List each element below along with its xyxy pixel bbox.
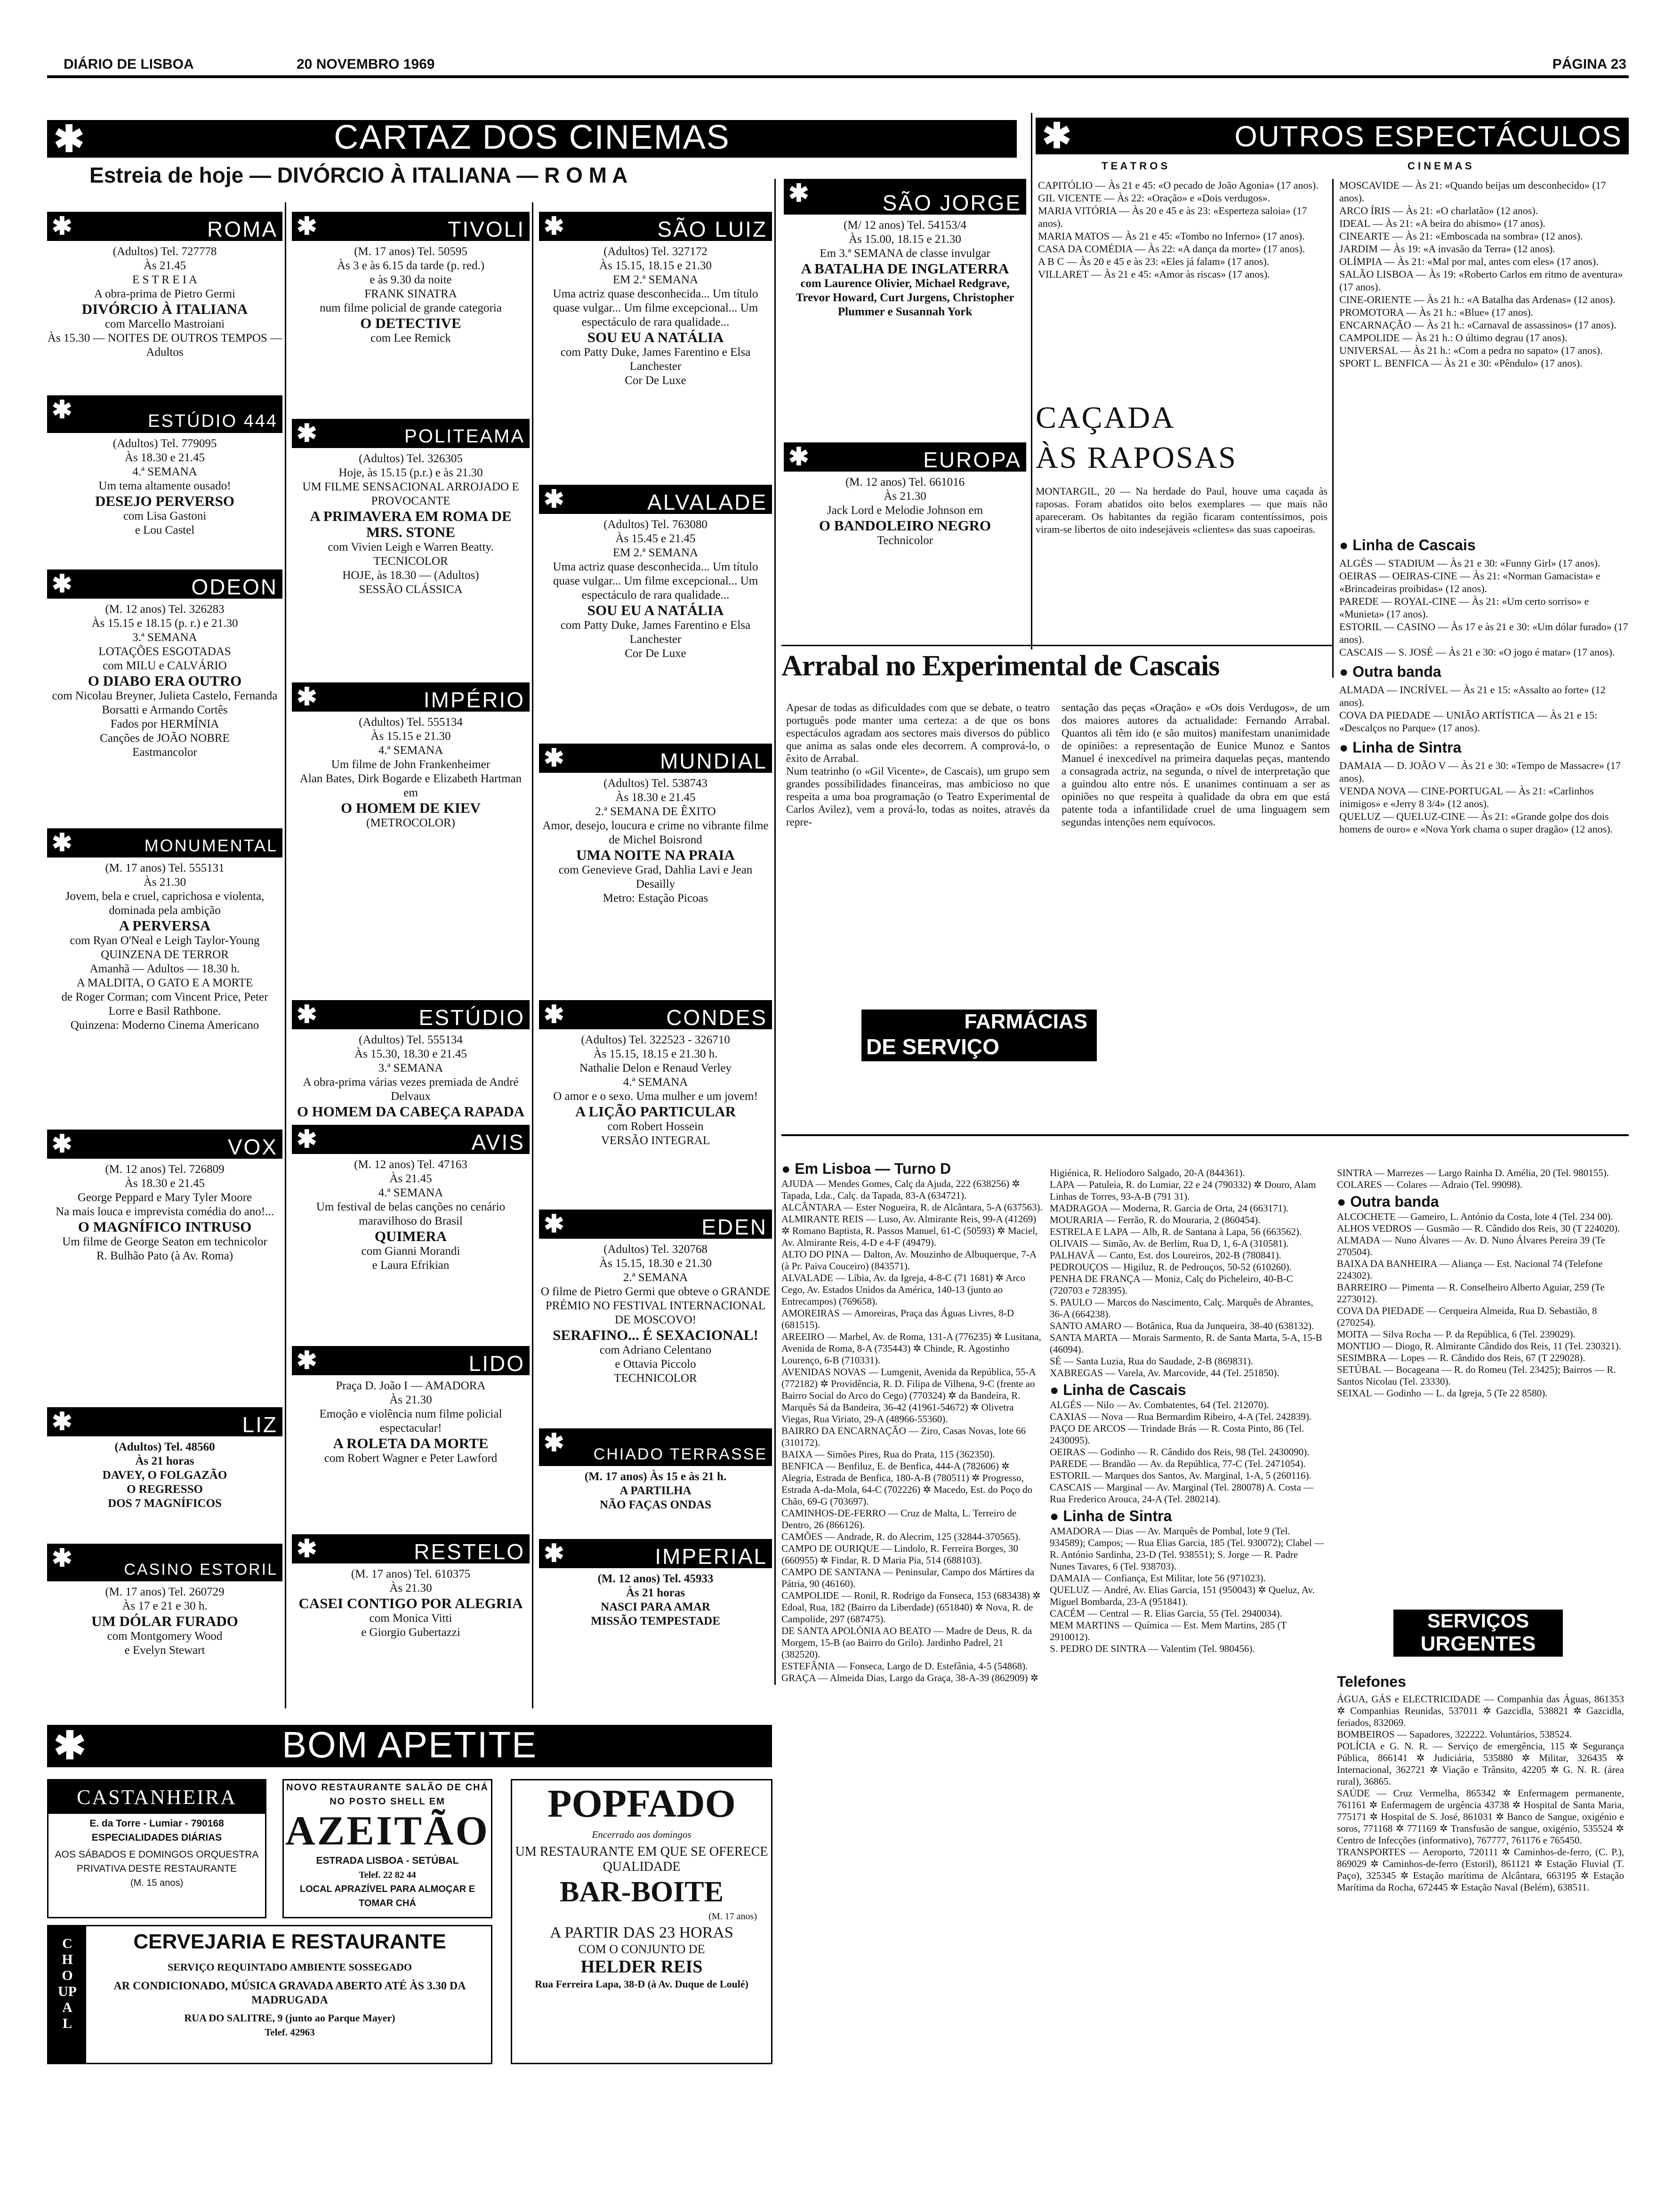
azeitao-name: AZEITÃO — [285, 1808, 490, 1854]
azeitao-tagline: LOCAL APRAZÍVEL PARA ALMOÇAR E TOMAR CHÁ — [299, 1884, 475, 1908]
cinema-name-bar — [539, 485, 772, 514]
lisboa-listing-2: Higiénica, R. Heliodoro Salgado, 20-A (844361). LAPA — Patuleia, R. do Lumiar, 22 e 24 (790332) ✲ Douro, Alam Linhas de Torres, 93-A-B (791 31). MADRAGOA — Moderna, R. Garcia de Orta, 24 (663171). MOURARIA — Ferrão, R. do Mouraria, 2 (860454). ESTRELA E LAPA — Alb, R. de Santana à Lapa, 56 (663562). OLIVAIS — Simão, Av. de Berlim, Rua D, 1, 6-A (310581). PALHAVÃ — Canto, Est. dos Loureiros, 202-B (780841). PEDROUÇOS — Higiluz, R. de Pedrouços, 50-52 (610260). PENHA DE FRANÇA — Moniz, Calç do Picheleiro, 40-B-C (720703 e 728395). S. PAULO — Marcos do Nascimento, Calç. Marquês de Abrantes, 36-A (664238). SANTO AMARO — Botânica, Rua da Junqueira, 38-40 (638132). SANTA MARTA — Morais Sarmento, R. de Santa Marta, 5-A, 15-B (46094). SÉ — Santa Luzia, Rua do Saudade, 2-B (869831). XABREGAS — Varela, Av. Marcovide, 44 (Tel. 251850). — [1050, 1167, 1322, 1378]
cinema-details: (M. 17 anos) Tel. 260729 Às 17 e 21 e 30 h. — [105, 1586, 225, 1612]
farm-cascais-listing: ALGÉS — Nilo — Av. Combatentes, 64 (Tel. 212070). CAXIAS — Nova — Rua Bermardim Ribeiro, 4-A (Tel. 242839). PAÇO DE ARCOS — Trindade Brás — R. Costa Pinto, 86 (Tel. 2430095). OEIRAS — Godinho — R. Cândido dos Reis, 98 (Tel. 2430090). PAREDE — Brandão — Av. da República, 77-C (Tel. 2471054). ESTORIL — Marques dos Santos, Av. Marginal, 1-A, 5 (260116). CASCAIS — Marginal — Av. Marginal (Tel. 280078) A. Costa — Rua Frederico Arouca, 24-A (Tel. 280214). — [1050, 1399, 1314, 1505]
cinema-cast: (METROCOLOR) — [366, 817, 455, 829]
popfado-with: COM O CONJUNTO DE — [578, 1942, 705, 1956]
cinema-name: EDEN — [701, 1215, 767, 1239]
film-title: UMA NOITE NA PRAIA — [576, 847, 735, 863]
cascais-title: ● Linha de Cascais — [1339, 537, 1476, 553]
film-title: O MAGNÍFICO INTRUSO — [78, 1218, 252, 1235]
film-title: SERAFINO... É SEXACIONAL! — [553, 1327, 758, 1343]
cinema-name: SÃO LUIZ — [657, 217, 767, 241]
cinema-cast: com Montgomery Wood e Evelyn Stewart — [107, 1630, 223, 1657]
asterisk-icon: ✱ — [544, 745, 564, 772]
farmacias-col-1 — [781, 1158, 1043, 1684]
premiere-line: Estreia de hoje — DIVÓRCIO À ITALIANA — R O M A — [89, 163, 628, 187]
farmacias-title: FARMÁCIAS — [964, 1010, 1087, 1033]
asterisk-icon: ✱ — [544, 1540, 564, 1567]
cinema-name: IMPERIAL — [655, 1544, 767, 1569]
asterisk-icon: ✱ — [52, 1408, 72, 1435]
cinema-details: (M. 12 anos) Tel. 45933 Às 21 horas NASCI PARA AMAR MISSÃO TEMPESTADE — [591, 1572, 720, 1627]
film-title: O HOMEM DA CABEÇA RAPADA — [297, 1103, 525, 1120]
asterisk-icon: ✱ — [297, 1001, 317, 1028]
asterisk-icon: ✱ — [52, 1545, 72, 1572]
asterisk-icon: ✱ — [788, 443, 809, 471]
cinema-name-bar — [47, 1544, 282, 1581]
cinema-details: (M. 17 anos) Tel. 610375 Às 21.30 — [351, 1568, 471, 1595]
column-rule — [774, 179, 776, 1685]
cinema-sao-luiz — [539, 212, 772, 388]
cinema-cast: com Patty Duke, James Farentino e Elsa Lanchester Cor De Luxe — [560, 346, 751, 387]
cinema-details: (M. 17 anos) Tel. 555131 Às 21.30 Jovem, bela e cruel, caprichosa e violenta, dominada pela ambição — [65, 862, 265, 917]
cinema-politeama — [292, 419, 530, 597]
farmacias-col-2 — [1050, 1167, 1325, 1655]
cinema-cast: com Monica Vitti e Giorgio Gubertazzi — [361, 1612, 460, 1639]
cinema-cast: com Gianni Morandi e Laura Efrikian — [361, 1245, 460, 1272]
cinema-restelo — [292, 1534, 530, 1640]
asterisk-icon: ✱ — [54, 120, 85, 158]
popfado-address: Rua Ferreira Lapa, 38-D (à Av. Duque de Loulé) — [535, 1978, 748, 1990]
choupal-body — [93, 1930, 486, 2039]
choupal-phone: Telef. 42963 — [265, 2027, 315, 2038]
cinema-name: CHIADO TERRASSE — [593, 1445, 767, 1463]
cinema-cast: com Robert Wagner e Peter Lawford — [324, 1452, 498, 1465]
asterisk-icon: ✱ — [297, 1535, 317, 1563]
servicos-title: SERVIÇOS — [1427, 1610, 1529, 1632]
cinema-sao-jorge — [784, 179, 1026, 319]
bom-apetite-title: BOM APETITE — [282, 1725, 538, 1765]
asterisk-icon: ✱ — [544, 1001, 564, 1028]
cinema-details: (M. 12 anos) Tel. 326283 Às 15.15 e 18.15 (p. r.) e 21.30 3.ª SEMANA LOTAÇÕES ESGOTADAS com MILU e CALVÁRIO — [91, 603, 238, 672]
cinema-name-bar — [47, 1130, 282, 1159]
cinema-details: (Adultos) Tel. 727778 Às 21.45 E S T R E I A A obra-prima de Pietro Germi — [94, 245, 235, 300]
ad-choupal — [47, 1925, 492, 2064]
cinema-details: (Adultos) Tel. 322523 - 326710 Às 15.15, 18.15 e 21.30 h. Nathalie Delon e Renaud Verley 4.ª SEMANA O amor e o sexo. Uma mulher e um jovem! — [553, 1034, 758, 1103]
cinema-details: (M/ 12 anos) Tel. 54153/4 Às 15.00, 18.15 e 21.30 Em 3.ª SEMANA de classe invulgar — [820, 219, 990, 260]
cinema-name: POLITEAMA — [404, 426, 525, 447]
film-title: O BANDOLEIRO NEGRO — [819, 517, 991, 534]
azeitao-phone: Telef. 22 82 44 — [359, 1870, 416, 1880]
cinema-name-bar — [292, 1346, 530, 1375]
cinema-name: AVIS — [471, 1130, 525, 1154]
film-title: UM DÓLAR FURADO — [91, 1613, 238, 1629]
asterisk-icon: ✱ — [52, 1130, 72, 1158]
cinema-name-bar — [47, 212, 282, 241]
cinemas-listing: MOSCAVIDE — Às 21: «Quando beijas um desconhecido» (17 anos). ARCO ÍRIS — Às 21: «O charlatão» (12 anos). IDEAL — Às 21: «A beira do abismo» (17 anos). CINEARTE — Às 21: «Emboscada na sombra» (12 anos). JARDIM — Às 19: «A invasão da Terra» (12 anos). OLÍMPIA — Às 21: «Mal por mal, antes com eles» (17 anos). SALÃO LISBOA — Às 19: «Roberto Carlos em ritmo de aventura» (17 anos). CINE-ORIENTE — Às 21 h.: «A Batalha das Ardenas» (12 anos). PROMOTORA — Às 21 h.: «Blue» (17 anos). ENCARNAÇÃO — Às 21 h.: «Carnaval de assassinos» (17 anos). CAMPOLIDE — Às 21 h.: O último degrau (17 anos). UNIVERSAL — Às 21 h.: «Com a pedra no sapato» (17 anos). SPORT L. BENFICA — Às 21 e 30: «Pêndulo» (17 anos). — [1339, 179, 1623, 369]
cinema-cast: com Nicolau Breyner, Julieta Castelo, Fernanda Borsatti e Armando Cortês Fados por HERMÍNIA Canções de JOÃO NOBRE Eastmancolor — [52, 689, 278, 759]
cinema-name-bar — [47, 395, 282, 433]
film-title: SOU EU A NATÁLIA — [587, 329, 724, 345]
cinema-liz — [47, 1407, 282, 1511]
cinema-condes — [539, 1000, 772, 1148]
lisboa-title: ● Em Lisboa — Turno D — [781, 1160, 951, 1177]
outros-title: OUTROS ESPECTÁCULOS — [1234, 120, 1622, 153]
cinema-casino-estoril — [47, 1544, 282, 1658]
cinema-alvalade — [539, 485, 772, 661]
asterisk-icon: ✱ — [52, 396, 72, 424]
farm-cascais-title: ● Linha de Cascais — [1050, 1381, 1186, 1398]
cinema-chiado-terrasse — [539, 1428, 772, 1512]
cinema-vox — [47, 1130, 282, 1263]
cinema-details: (Adultos) Tel. 555134 Às 15.30, 18.30 e 21.45 3.ª SEMANA A obra-prima várias vezes premiada de André Delvaux — [303, 1034, 519, 1103]
cinema-name: IMPÉRIO — [423, 688, 525, 712]
servicos-banner — [1393, 1610, 1563, 1657]
cinema-name: VOX — [227, 1135, 278, 1159]
teatros-heading: T E A T R O S — [1102, 160, 1168, 172]
film-title: A ROLETA DA MORTE — [333, 1435, 489, 1451]
cinema-mundial — [539, 744, 772, 906]
cinema-roma — [47, 212, 282, 360]
cinema-details: (Adultos) Tel. 320768 Às 15.15, 18.30 e 21.30 2.ª SEMANA O filme de Pietro Germi que obteve o GRANDE PRÉMIO NO FESTIVAL INTERNACIONAL DE MOSCOVO! — [540, 1243, 771, 1326]
sintra-listing-2: SINTRA — Marrezes — Largo Rainha D. Amélia, 20 (Tel. 980155). COLARES — Colares — Adraio (Tel. 99098). — [1337, 1167, 1609, 1190]
cinema-cast: com Ryan O'Neal e Leigh Taylor-Young QUINZENA DE TERROR Amanhã — Adultos — 18.30 h. A MALDITA, O GATO E A MORTE de Roger Corman; com Vincent Price, Peter Lorre e Basil Rathbone. Quinzena: Moderno Cinema Americano — [61, 934, 268, 1032]
popfado-hours: A PARTIR DAS 23 HORAS — [550, 1924, 733, 1941]
sintra-listing: DAMAIA — D. JOÃO V — Às 21 e 30: «Tempo de Massacre» (17 anos). VENDA NOVA — CINE-PORTUGAL — Às 21: «Carlinhos inimigos» e «Jerry 8 3/4» (12 anos). QUELUZ — QUELUZ-CINE — Às 21: «Grande golpe dos dois homens de ouro» e «Nova York chama o super dragão» (12 anos). — [1339, 760, 1621, 835]
cinema-eden — [539, 1210, 772, 1386]
cartaz-title: CARTAZ DOS CINEMAS — [334, 120, 730, 156]
teatros-listing: CAPITÓLIO — Às 21 e 45: «O pecado de João Agonia» (17 anos). GIL VICENTE — Às 22: «Oração» e «Dois verdugos». MARIA VITÓRIA — Às 20 e 45 e às 23: «Esperteza saloia» (17 anos). MARIA MATOS — Às 21 e 45: «Tombo no Inferno» (17 anos). CASA DA COMÉDIA — Às 22: «A dança da morte» (17 anos). A B C — Às 20 e 45 e às 23: «Eles já falam» (17 anos). VILLARET — Às 21 e 45: «Amor às riscas» (17 anos). — [1038, 179, 1319, 280]
cartaz-banner — [47, 120, 1017, 158]
cinema-name-bar — [539, 744, 772, 773]
cinema-name-bar — [47, 828, 282, 858]
cinema-details: (M. 12 anos) Tel. 726809 Às 18.30 e 21.45 George Peppard e Mary Tyler Moore Na mais louca e imprevista comédia do ano!... — [56, 1163, 274, 1218]
cacada-title: CAÇADA — [1036, 401, 1175, 435]
asterisk-icon: ✱ — [297, 1126, 317, 1153]
cinema-cast: Technicolor — [877, 534, 933, 547]
cinema-name-bar — [47, 1407, 282, 1436]
cinema-details: (Adultos) Tel. 48560 Às 21 horas DAVEY, O FOLGAZÃO O REGRESSO DOS 7 MAGNÍFICOS — [102, 1441, 227, 1510]
castanheira-logo: CASTANHEIRA — [48, 1780, 265, 1814]
cinema-cast: com Patty Duke, James Farentino e Elsa Lanchester Cor De Luxe — [560, 619, 751, 660]
servicos-listing: ÁGUA, GÁS e ELECTRICIDADE — Companhia das Águas, 861353 ✲ Companhias Reunidas, 537011 ✲ Gazcidla, 538821 ✲ Gazcidla, feriados, 832069. BOMBEIROS — Sapadores, 322222. Voluntários, 538524. POLÍCIA e G. N. R. — Serviço de emergência, 115 ✲ Segurança Pública, 866141 ✲ Judiciária, 535880 ✲ Militar, 326435 ✲ Internacional, 362721 ✲ Viação e Trânsito, 42205 ✲ G. N. R. (área rural), 36865. SAÚDE — Cruz Vermelha, 865342 ✲ Enfermagem permanente, 761161 ✲ Enfermagem de urgência 43738 ✲ Hospital de Santa Maria, 775171 ✲ Hospital de S. José, 861031 ✲ Banco de Sangue, oxigénio e soros, 771168 ✲ 771169 ✲ Transfusão de sangue, oxigénio, 535524 ✲ Centro de Infecções (informativo), 767777, 761176 e 765450. TRANSPORTES — Aeroporto, 720111 ✲ Caminhos-de-ferro, (C. P.), 869029 ✲ Caminhos-de-ferro (Estoril), 861121 ✲ Estação Fluvial (T. Paço), 325345 ✲ Estação marítima de Alcântara, 663195 ✲ Estação Marítima da Rocha, 672445 ✲ Estação Naval (Belém), 638511. — [1337, 1693, 1624, 1893]
cinema-name-bar — [292, 682, 530, 712]
article-rule — [781, 645, 1332, 646]
cinema-cast: com Vivien Leigh e Warren Beatty. TECNICOLOR HOJE, às 18.30 — (Adultos) SESSÃO CLÁSSICA — [328, 541, 494, 596]
cinema-details: (Adultos) Tel. 538743 Às 18.30 e 21.45 2.ª SEMANA DE ÊXITO Amor, desejo, loucura e crime no vibrante filme de Michel Boisrond — [542, 777, 769, 846]
cinema-name: RESTELO — [414, 1539, 525, 1564]
cinema-name: ODEON — [191, 575, 278, 599]
film-title: A PERVERSA — [119, 917, 211, 934]
outra-banda-listing: ALMADA — INCRÍVEL — Às 21 e 15: «Assalto ao forte» (12 anos). COVA DA PIEDADE — UNIÃO ARTÍSTICA — Às 21 e 15: «Descalços no Parque» (17 anos). — [1339, 684, 1606, 734]
cinema-regions — [1339, 532, 1629, 835]
film-title: A PRIMAVERA EM ROMA DE MRS. STONE — [310, 508, 512, 540]
ad-azeitao — [282, 1779, 492, 1918]
lisboa-listing: AJUDA — Mendes Gomes, Calç da Ajuda, 222 (638256) ✲ Tapada, Lda., Calç. da Tapada, 83-A (634721). ALCÂNTARA — Ester Nogueira, R. de Alcântara, 5-A (637563). ALMIRANTE REIS — Luso, Av. Almirante Reis, 99-A (41269) ✲ Romano Baptista, R. Passos Manuel, 61-C (50593) ✲ Maciel, Av. Almirante Reis, 4-D e 4-F (49479). ALTO DO PINA — Dalton, Av. Mouzinho de Albuquerque, 7-A (à Pr. Paiva Couceiro) (843571). ALVALADE — Líbia, Av. da Igreja, 4-8-C (71 1681) ✲ Arco Cego, Av. Estados Unidos da América, 140-13 (junto ao Entrecampos) (769658). AMOREIRAS — Amoreiras, Praça das Águas Livres, 8-D (681515). AREEIRO — Marbel, Av. de Roma, 131-A (776235) ✲ Lusitana, Avenida de Roma, 8-A (735443) ✲ Chinde, R. Agostinho Lourenço, 6-B (710331). AVENIDAS NOVAS — Lumgenit, Avenida da República, 55-A (772182) ✲ Providência, R. D. Filipa de Vilhena, 9-C (frente ao Bairro Social do Arco do Cego) (770324) ✲ da Bandeira, R. Marquês Sá da Bandeira, 36-42 (41961-54672) ✲ Olivetra Viegas, Rua Viriato, 29-A (48966-55360). BAIRRO DA ENCARNAÇÃO — Ziro, Casas Novas, lote 66 (310172). BAIXA — Simões Pires, Rua do Prata, 115 (362350). BENFICA — Benfiluz, E. de Benfica, 444-A (782606) ✲ Alegria, Estrada de Benfica, 180-A-B (780511) ✲ Progresso, Estrada A-da-Mola, 64-C (702226) ✲ Macedo, Est. do Poço do Chão, 69-G (703697). CAMINHOS-DE-FERRO — Cruz de Malta, L. Terreiro de Dentro, 26 (866126). CAMÕES — Andrade, R. do Alecrim, 125 (32844-370565). CAMPO DE OURIQUE — Lindolo, R. Ferreira Borges, 30 (660955) ✲ Findar, R. D Maria Pia, 514 (688103). CAMPO DE SANTANA — Peninsular, Campo dos Mártires da Pátria, 90 (46160). CAMPOLIDE — Ronil, R. Rodrigo da Fonseca, 153 (683438) ✲ Edoal, Rua, 182 (Bairro da Liberdade) (651840) ✲ Nova, R. de Campolide, 297 (687475). DE SANTA APOLÓNIA AO BEATO — Madre de Deus, R. da Morgem, 15-B (ao Bairro do Grilo). Jardinho Padrel, 21 (382520). ESTEFÂNIA — Fonseca, Largo de D. Estefânia, 4-5 (54868). GRAÇA — Almeida Dias, Largo da Graça, 38-A-39 (862909) ✲ — [781, 1178, 1043, 1683]
column-rule — [532, 202, 533, 1708]
cinema-details: (M. 17 anos) Às 15 e às 21 h. A PARTILHA NÃO FAÇAS ONDAS — [584, 1470, 727, 1511]
cinema-details: (Adultos) Tel. 327172 Às 15.15, 18.15 e 21.30 EM 2.ª SEMANA Uma actriz quase desconhecida... Um título quase vulgar... Um filme excepcional... Um espectáculo de rara qualidade... — [553, 245, 758, 329]
header-rule — [47, 75, 1629, 78]
cinema-name: MONUMENTAL — [144, 836, 278, 855]
column-rule — [1031, 113, 1032, 649]
asterisk-icon: ✱ — [544, 486, 564, 513]
farmacias-title-2: DE SERVIÇO — [866, 1034, 999, 1059]
azeitao-road: ESTRADA LISBOA - SETÚBAL — [316, 1855, 459, 1866]
cinema-estudio-444 — [47, 395, 282, 537]
outros-banner — [1036, 118, 1629, 154]
cinema-name: ESTÚDIO 444 — [148, 411, 278, 431]
arrabal-title: Arrabal no Experimental de Cascais — [781, 650, 1220, 682]
cinema-name-bar — [292, 212, 530, 241]
cinema-details: (M. 17 anos) Tel. 50595 Às 3 e às 6.15 da tarde (p. red.) e às 9.30 da noite FRANK SINATRA num filme policial de grande categoria — [320, 245, 502, 314]
cinema-cast: com Lee Remick — [370, 332, 451, 345]
cinema-tivoli — [292, 212, 530, 345]
film-title: SOU EU A NATÁLIA — [587, 602, 724, 618]
cinema-name-bar — [292, 1534, 530, 1563]
film-title: A LIÇÃO PARTICULAR — [575, 1103, 736, 1120]
choupal-service: SERVIÇO REQUINTADO AMBIENTE SOSSEGADO — [168, 1961, 412, 1973]
cinema-lido — [292, 1346, 530, 1466]
ad-castanheira — [47, 1779, 266, 1918]
popfado-closed: Encerrado aos domingos — [592, 1829, 692, 1840]
sintra-title: ● Linha de Sintra — [1339, 739, 1462, 756]
cinema-name-bar — [292, 419, 530, 448]
cinema-name-bar — [539, 212, 772, 241]
popfado-age: (M. 17 anos) — [708, 1911, 757, 1922]
bom-apetite-banner — [47, 1725, 772, 1767]
asterisk-icon: ✱ — [544, 1210, 564, 1238]
cinema-name-bar — [539, 1000, 772, 1029]
cinema-name: CONDES — [666, 1005, 767, 1030]
asterisk-icon: ✱ — [544, 213, 564, 240]
cinema-cast: com Lisa Gastoni e Lou Castel — [123, 510, 207, 537]
cinema-name-bar — [539, 1428, 772, 1466]
farm-sintra-listing: AMADORA — Dias — Av. Marquês de Pombal, lote 9 (Tel. 934589); Campos; — Rua Elias Garcia, 185 (Tel. 930072); Clabel — R. António Sardinha, 23-D (Tel. 938551); S. Jorge — R. Padre Nunes Tavares, 6 (Tel. 938703). DAMAIA — Confiança, Est Militar, lote 56 (971023). QUELUZ — André, Av. Elias Garcia, 151 (950043) ✲ Queluz, Av. Miguel Bombarda, 23-A (951841). CACÉM — Central — R. Elias Garcia, 55 (Tel. 2940034). MEM MARTINS — Química — Est. Mem Martins, 285 (T 2910012). S. PEDRO DE SINTRA — Valentim (Tel. 980456). — [1050, 1525, 1324, 1654]
outra-banda-title: ● Outra banda — [1339, 663, 1441, 680]
farmacias-banner — [861, 1010, 1097, 1061]
issue-date: 20 NOVEMBRO 1969 — [297, 56, 435, 72]
cinema-cast: com Genevieve Grad, Dahlia Lavi e Jean Desailly Metro: Estação Picoas — [558, 864, 753, 905]
cinema-name: CASINO ESTORIL — [124, 1561, 278, 1579]
film-title: QUIMERA — [374, 1228, 447, 1244]
telefones-title: Telefones — [1337, 1673, 1406, 1690]
cinema-name: LIDO — [468, 1351, 525, 1376]
cinema-name: ROMA — [207, 217, 278, 241]
film-title: DESEJO PERVERSO — [95, 493, 235, 509]
farm-outra-listing: ALCOCHETE — Gameiro, L. António da Costa, lote 4 (Tel. 234 00). ALHOS VEDROS — Gusmão — R. Cândido dos Reis, 30 (T 224020). ALMADA — Nuno Álvares — Av. D. Nuno Álvares Pereira 39 (Te 270504). BAIXA DA BANHEIRA — Aliança — Est. Nacional 74 (Telefone 224302). BARREIRO — Pimenta — R. Conselheiro Alberto Aguiar, 259 (Te 2273012). COVA DA PIEDADE — Cerqueira Almeida, Rua D. Sebastião, 8 (270254). MOITA — Silva Rocha — P. da República, 6 (Tel. 239029). MONTIJO — Diogo, R. Almirante Cândido dos Reis, 11 (Tel. 230321). SESIMBRA — Lopes — R. Cândido dos Reis, 67 (T 229028). SETÚBAL — Bocageana — R. do Romeu (Tel. 23425); Bairros — R. Santos Nicolau (Tel. 23330). SEIXAL — Godinho — L. da Igreja, 5 (Te 22 8580). — [1337, 1211, 1621, 1399]
page-number: PÁGINA 23 — [1552, 56, 1626, 72]
cinema-cast: com Marcello Mastroiani Às 15.30 — NOITES DE OUTROS TEMPOS — Adultos — [47, 318, 282, 359]
cinema-avis — [292, 1125, 530, 1273]
asterisk-icon: ✱ — [54, 1725, 86, 1767]
film-title: O DETECTIVE — [360, 315, 461, 331]
castanheira-age: (M. 15 anos) — [130, 1878, 184, 1888]
cinema-name-bar — [539, 1539, 772, 1568]
asterisk-icon: ✱ — [297, 683, 317, 711]
cinema-details: Praça D. João I — AMADORA Às 21.30 Emoção e violência num filme policial espectacular! — [319, 1379, 502, 1435]
azeitao-intro: NOVO RESTAURANTE SALÃO DE CHÁ NO POSTO SHELL EM — [286, 1782, 489, 1807]
arrabal-col-2: sentação das peças «Oração» e «Os dois Verdugos», de um dos maiores autores da actualidade: Fernando Arrabal. Quantos ali têm ido (e são muitos) manifestam unanimidade de opiniões: a representação de Eunice Munoz e Santos Manuel é inexcedível na primeira daquelas peças, mantendo a consagrada actriz, na segunda, o nível de interpretação que a guindou alto entre nós. E unanimes continuam a ser as opiniões no que respeita à qualidade da obra em que está patente toda a infantilidade cruel de uma linguagem sem segundas intenções nem equívocos. — [1062, 702, 1330, 828]
cinema-name: MUNDIAL — [660, 749, 767, 773]
choupal-ambience: AR CONDICIONADO, MÚSICA GRAVADA ABERTO ATÉ ÀS 3.30 DA MADRUGADA — [113, 1980, 466, 2006]
cinema-details: (Adultos) Tel. 326305 Hoje, às 15.15 (p.r.) e às 21.30 UM FILME SENSACIONAL ARROJADO E PROVOCANTE — [302, 452, 519, 507]
choupal-sidebar — [48, 1926, 86, 2063]
cinema-name-bar — [292, 1125, 530, 1154]
ad-popfado — [511, 1779, 772, 2064]
cinemas-heading: C I N E M A S — [1408, 160, 1472, 172]
cinema-details: (Adultos) Tel. 763080 Às 15.45 e 21.45 EM 2.ª SEMANA Uma actriz quase desconhecida... Um título quase vulgar... Um filme excepcional... Um espectáculo de rara qualidade... — [553, 518, 758, 601]
castanheira-specials: ESPECIALIDADES DIÁRIAS — [91, 1832, 222, 1843]
cinema-details: (M. 12 anos) Tel. 47163 Às 21.45 4.ª SEMANA Um festival de belas canções no cenário maravilhoso do Brasil — [316, 1158, 506, 1227]
cinema-name: ESTÚDIO — [418, 1005, 525, 1030]
servicos-section — [1337, 1668, 1624, 1893]
cinema-imperial — [539, 1539, 772, 1628]
asterisk-icon: ✱ — [52, 570, 72, 598]
asterisk-icon: ✱ — [1042, 118, 1072, 154]
cinema-name-bar — [47, 569, 282, 599]
cacada-text: MONTARGIL, 20 — Na herdade do Paul, houve uma caçada às raposas. Foram abatidos oito belos exemplares — que mais não apareceram. Os habitantes da região ficaram contentíssimos, pois viram-se libertos de oito indesejáveis «clientes» das suas capoeiras. — [1036, 485, 1327, 535]
cinema-europa — [784, 442, 1026, 548]
cinema-cast: com Robert Hossein VERSÃO INTEGRAL — [601, 1120, 710, 1147]
popfado-band: HELDER REIS — [580, 1957, 703, 1977]
cinema-name: ALVALADE — [647, 490, 767, 514]
asterisk-icon: ✱ — [297, 213, 317, 240]
servicos-title-2: URGENTES — [1420, 1632, 1536, 1655]
film-title: A BATALHA DE INGLATERRA — [801, 260, 1009, 277]
cinema-imperio — [292, 682, 530, 830]
asterisk-icon: ✱ — [52, 213, 72, 240]
cinema-estudio — [292, 1000, 530, 1120]
cinema-name: LIZ — [242, 1412, 278, 1437]
popfado-bar: BAR-BOITE — [560, 1876, 724, 1908]
cinema-name: TIVOLI — [448, 217, 525, 241]
cinema-name-bar — [539, 1210, 772, 1239]
choupal-side-text: CHOUPAL — [58, 1936, 77, 2031]
column-rule — [1332, 179, 1334, 678]
film-title: O DIABO ERA OUTRO — [88, 673, 242, 689]
asterisk-icon: ✱ — [297, 420, 317, 447]
choupal-address: RUA DO SALITRE, 9 (junto ao Parque Mayer) — [184, 2012, 395, 2024]
cascais-listing: ALGÉS — STADIUM — Às 21 e 30: «Funny Girl» (17 anos). OEIRAS — OEIRAS-CINE — Às 21: «Norman Gamacista» e «Brincadeiras proibidas» (12 anos). PAREDE — ROYAL-CINE — Às 21: «Um certo sorriso» e «Munieta» (17 anos). ESTORIL — CASINO — Às 17 e às 21 e 30: «Um dólar furado» (17 anos). CASCAIS — S. JOSÉ — Às 21 e 30: «O jogo é matar» (17 anos). — [1339, 557, 1628, 658]
choupal-title: CERVEJARIA E RESTAURANTE — [133, 1930, 446, 1953]
cinema-cast: com Laurence Olivier, Michael Redgrave, Trevor Howard, Curt Jurgens, Christopher Plummer e Susannah York — [796, 277, 1014, 318]
castanheira-address: E. da Torre - Lumiar - 790168 — [89, 1818, 224, 1829]
film-title: O HOMEM DE KIEV — [340, 800, 481, 816]
popfado-name: POPFADO — [547, 1782, 736, 1826]
farm-sintra-title: ● Linha de Sintra — [1050, 1507, 1172, 1524]
popfado-quality: UM RESTAURANTE EM QUE SE OFERECE QUALIDADE — [515, 1844, 768, 1874]
film-title: CASEI CONTIGO POR ALEGRIA — [298, 1595, 523, 1611]
column-rule — [285, 202, 286, 1708]
asterisk-icon: ✱ — [297, 1347, 317, 1374]
film-title: DIVÓRCIO À ITALIANA — [81, 301, 248, 317]
cinema-monumental — [47, 828, 282, 1033]
cinema-details: (Adultos) Tel. 779095 Às 18.30 e 21.45 4.ª SEMANA Um tema altamente ousado! — [98, 437, 231, 492]
cinema-name-bar — [784, 442, 1026, 472]
paper-name: DIÁRIO DE LISBOA — [64, 56, 194, 72]
cinema-details: (M. 12 anos) Tel. 661016 Às 21.30 Jack Lord e Melodie Johnson em — [827, 476, 983, 517]
cacada-title-2: ÀS RAPOSAS — [1036, 441, 1237, 475]
cinema-name-bar — [784, 179, 1026, 215]
asterisk-icon: ✱ — [52, 829, 72, 857]
farmacias-col-3 — [1337, 1167, 1624, 1399]
farm-outra-title: ● Outra banda — [1337, 1193, 1439, 1210]
castanheira-orchestra: AOS SÁBADOS E DOMINGOS ORQUESTRA PRIVATIVA DESTE RESTAURANTE — [55, 1849, 259, 1874]
cinema-details: (Adultos) Tel. 555134 Às 15.15 e 21.30 4.ª SEMANA Um filme de John Frankenheimer Alan Bates, Dirk Bogarde e Elizabeth Hartman em — [299, 716, 522, 799]
cinema-odeon — [47, 569, 282, 760]
cinema-name: EUROPA — [923, 448, 1022, 472]
cinema-cast: com Adriano Celentano e Ottavia Piccolo TECHNICOLOR — [599, 1344, 712, 1385]
asterisk-icon: ✱ — [788, 180, 809, 207]
arrabal-col-1: Apesar de todas as dificuldades com que se debate, o teatro português pode manter uma certeza: a de que os bons espectáculos agradam aos sectores mais diversos do público que anima as salas onde eles decorrem. A comprová-lo, o êxito de Arrabal. Num teatrinho (o «Gil Vicente», de Cascais), um grupo sem grandes possibilidades financeiras, mas ambicioso no que respeita a uma boa programação (o Teatro Experimental de Carlos Avilez), vem a prová-lo, todas as noites, através da repre- — [786, 702, 1050, 828]
asterisk-icon: ✱ — [544, 1429, 564, 1457]
cinema-name: SÃO JORGE — [882, 191, 1022, 215]
cinema-name-bar — [292, 1000, 530, 1029]
cinema-cast: Um filme de George Seaton em technicolor R. Bulhão Pato (à Av. Roma) — [62, 1235, 267, 1262]
